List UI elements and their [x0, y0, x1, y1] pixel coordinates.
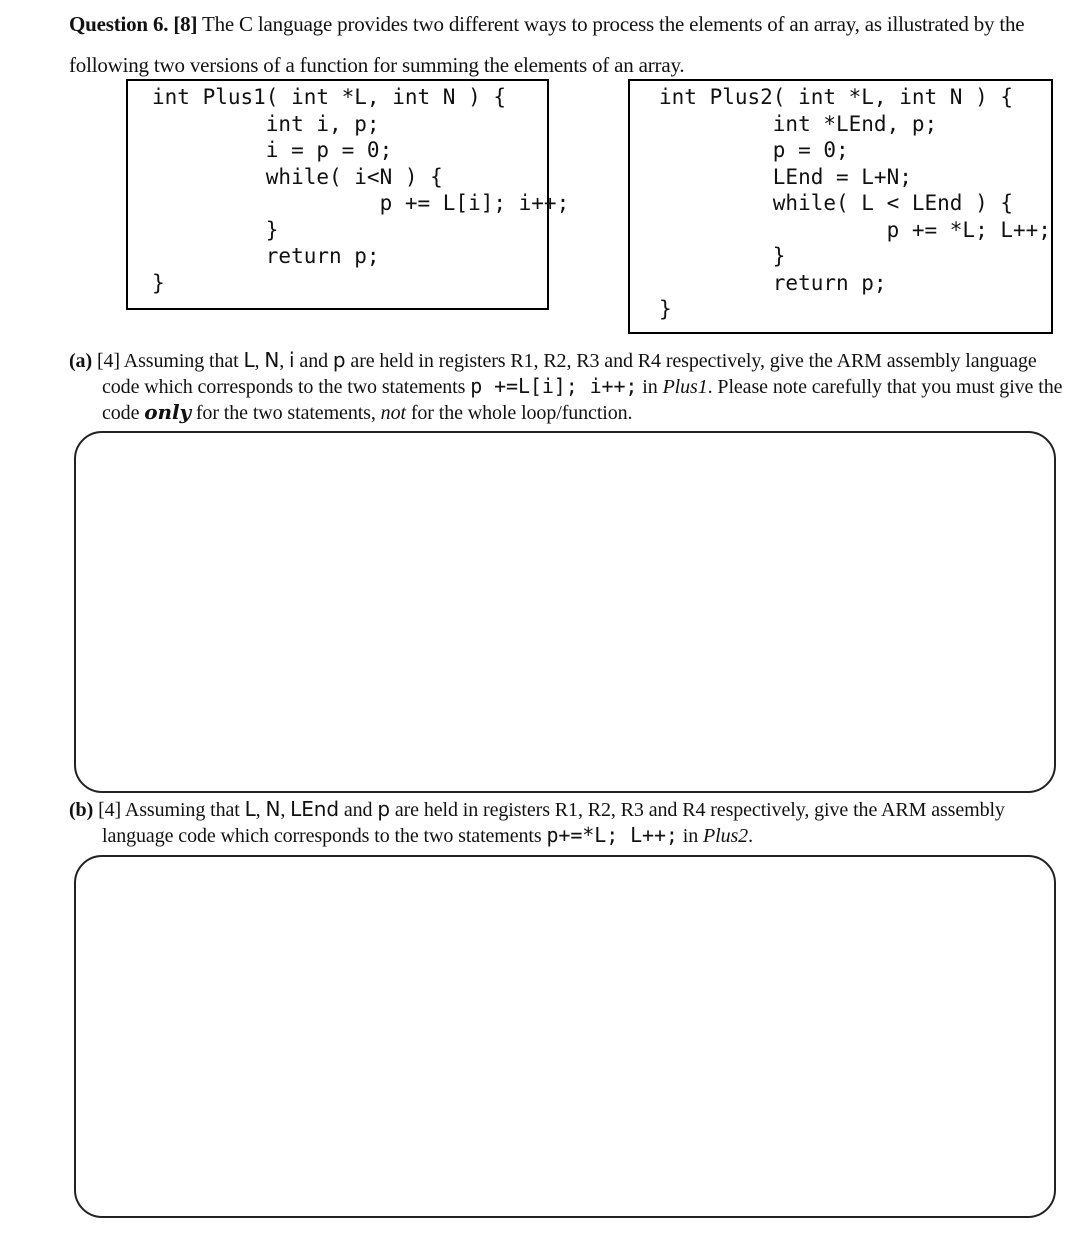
function-name-plus2: Plus2 — [703, 825, 749, 847]
emphasis-only: only — [144, 400, 191, 424]
sep-2: , — [279, 350, 285, 372]
var-i: i — [289, 348, 295, 372]
part-b-label: (b) — [69, 799, 94, 821]
sep-1: , — [254, 350, 260, 372]
code-box-plus2 — [628, 79, 1053, 334]
question-marks: [8] — [173, 12, 198, 36]
var-N: N — [264, 348, 280, 372]
var-LEnd: LEnd — [290, 797, 339, 821]
sep-1: , — [255, 799, 261, 821]
code-plus1: int Plus1( int *L, int N ) { int i, p; i = p = 0; while( i<N ) { p += L[i]; i++; } return p; } — [152, 85, 570, 295]
code-box-plus1 — [126, 79, 570, 310]
part-b-prompt — [69, 797, 1064, 849]
answer-box-a[interactable] — [74, 431, 1056, 793]
part-b-text-2: are held in registers R1, R2, R3 and R4 respectively, give the ARM assembly language code which corresponds to the two statements — [102, 799, 1005, 847]
part-a-text-3: in — [642, 376, 658, 398]
code-plus2: int Plus2( int *L, int N ) { int *LEnd, p; p = 0; LEnd = L+N; while( L < LEnd ) { p += *L; L++; } return p; } — [659, 85, 1051, 321]
part-b-marks: [4] — [98, 799, 122, 821]
statement-plus1: p +=L[i]; i++; — [470, 374, 638, 398]
sep-2: , — [280, 799, 286, 821]
part-a-text-4: . Please note carefully that you must give the code — [102, 376, 1063, 424]
var-p: p — [332, 348, 346, 372]
var-L: L — [243, 348, 255, 372]
var-L: L — [244, 797, 256, 821]
var-N: N — [265, 797, 281, 821]
part-a-text-2: are held in registers R1, R2, R3 and R4 respectively, give the ARM assembly language code which corresponds to the two statements — [102, 350, 1037, 398]
var-p: p — [377, 797, 390, 821]
statement-plus2: p+=*L; L++; — [546, 823, 678, 847]
answer-box-b[interactable] — [74, 855, 1056, 1218]
part-b-text-4: . — [748, 825, 753, 847]
function-name-plus1: Plus1 — [662, 376, 708, 398]
sep-and: and — [343, 799, 373, 821]
part-b-text-3: in — [682, 825, 699, 847]
question-intro — [69, 4, 1059, 86]
question-text: The C language provides two different ways to process the elements of an array, as illustrated by the following two versions of a function for summing the elements of an array. — [69, 12, 1025, 77]
question-label: Question 6. — [69, 12, 169, 36]
part-a-text-1: Assuming that — [123, 350, 239, 372]
part-b-text-1: Assuming that — [124, 799, 240, 821]
part-a-prompt — [69, 348, 1064, 426]
part-a-text-5: for the two statements, — [195, 402, 376, 424]
part-a-marks: [4] — [96, 350, 120, 372]
emphasis-not: not — [380, 402, 406, 424]
part-a-label: (a) — [69, 350, 93, 372]
sep-and: and — [299, 350, 328, 372]
part-a-text-6: for the whole loop/function. — [410, 402, 633, 424]
